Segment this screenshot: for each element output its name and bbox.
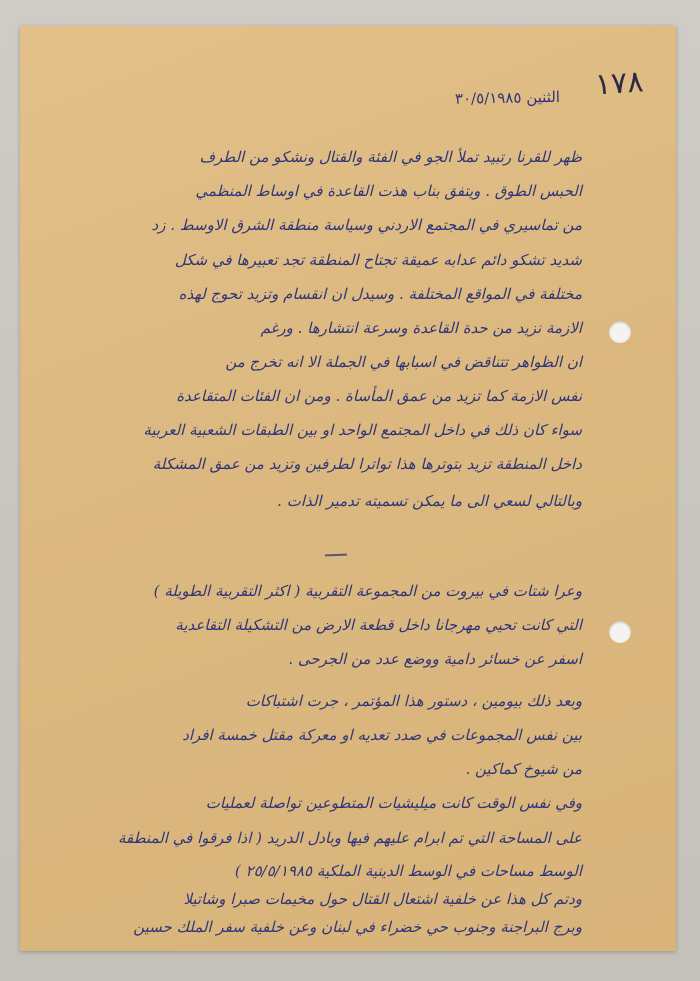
text-line: الازمة نزيد من حدة القاعدة وسرعة انتشارها . ورغم [260,319,582,337]
text-line: الوسط مساحات في الوسط الدينية الملكية ٢٥/٥/١٩٨٥ ) [234,862,582,880]
text-line: الحبس الطوق . ويتفق بناب هذت القاعدة في اوساط المنظمي [195,182,582,200]
text-line: مختلفة في المواقع المختلفة . وسيدل ان انقسام وتزيد تحوج لهذه [178,285,582,303]
text-line: اسفر عن خسائر دامية ووضع عدد من الجرحى . [288,650,582,668]
text-line: شديد تشكو دائم عدابه عميقة تجتاح المنطقة تجد تعبيرها في شكل [174,251,582,269]
text-line: وعرا شتات في بيروت من المجموعة التقربية ( اكثر التقربية الطويلة ) [153,582,582,600]
binder-hole-top [609,321,631,343]
text-line: ودتم كل هذا عن خلفية اشتعال القتال حول مخيمات صبرا وشاتيلا [183,890,582,908]
binder-hole-bottom [609,621,631,643]
manuscript-page [20,26,676,951]
text-line: وبالتالي لسعي الى ما يمكن تسميته تدمير الذات . [277,492,582,510]
text-line: سواء كان ذلك في داخل المجتمع الواحد او بين الطبقات الشعبية العربية [143,421,582,439]
text-line: من شيوخ كماكين . [465,760,582,778]
text-line: داخل المنطقة تزيد بتوترها هذا تواترا لطرفين وتزيد من عمق المشكلة [152,455,582,473]
text-line: ان الظواهر تتناقض في اسبابها في الجملة الا انه تخرج من [225,353,582,371]
page-number: ١٧٨ [593,64,645,103]
text-line: بين نفس المجموعات في صدد تعديه او معركة مقتل خمسة افراد [182,726,582,744]
text-line: من تماسيري في المجتمع الاردني وسياسة منطقة الشرق الاوسط . زد [151,216,582,234]
text-line: نفس الازمة كما تزيد من عمق المأساة . ومن ان الفئات المتقاعدة [176,387,582,405]
date-heading: الثنين ٣٠/٥/١٩٨٥ [454,87,561,108]
section-divider [325,554,347,557]
text-line: التي كانت تحيي مهرجانا داخل قطعة الارض من التشكيلة التقاعدية [175,616,582,634]
text-line: ظهر للقرنا رتبيد تملأ الجو في الفئة والقتال ونشكو من الطرف [199,148,582,166]
text-line: وبرج البراجنة وجنوب حي خضراء في لبنان وعن خلفية سفر الملك حسين [133,918,582,936]
text-line: على المساحة التي تم ابرام عليهم فيها وبادل الدريد ( اذا فرقوا في المنطقة [117,829,582,847]
text-line: وفي نفس الوقت كانت ميليشيات المتطوعين تواصلة لعمليات [205,794,582,812]
text-line: وبعد ذلك بيومين ، دستور هذا المؤتمر ، جرت اشتباكات [245,692,582,710]
